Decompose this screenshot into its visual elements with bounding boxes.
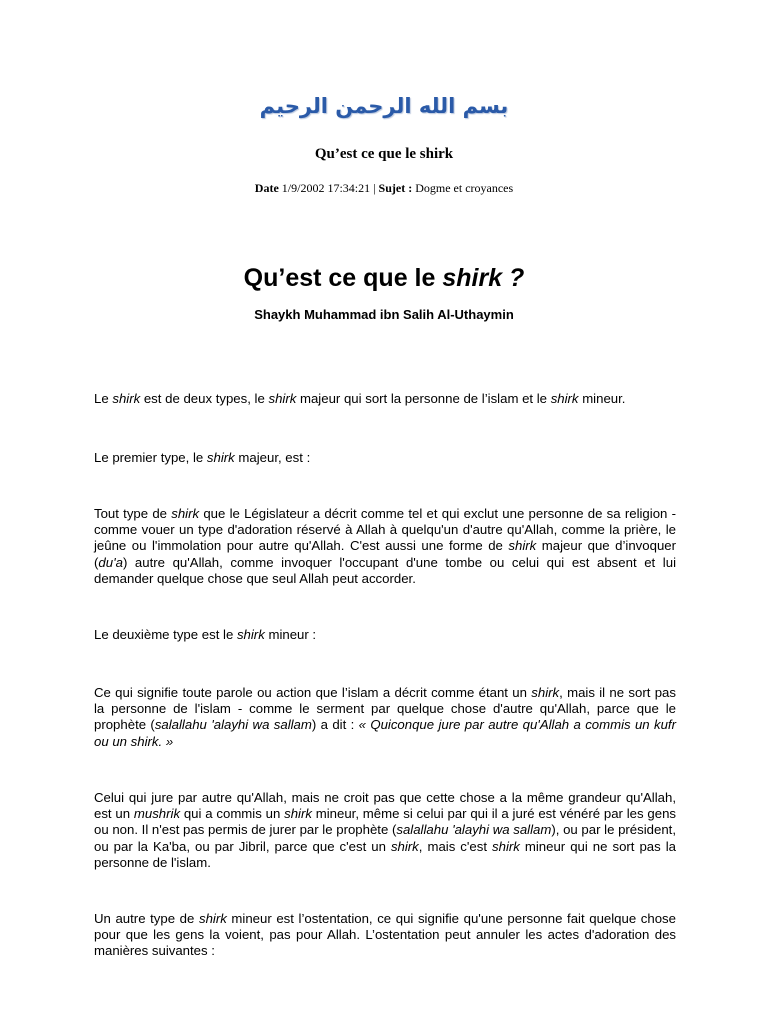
basmala-calligraphy: بسم الله الرحمن الرحيم xyxy=(259,94,509,118)
paragraph-6: Celui qui jure par autre qu'Allah, mais ne croit pas que cette chose a la même grandeur qu'Allah, est un mushrik qui a commis un shirk mineur, même si celui par qui il a juré est vénéré par les gens ou non. Il n'est pas permis de jurer par le prophète (salallahu 'alayhi wa sallam), ou par le président, ou par la Ka'ba, ou par Jibril, parce que c'est un shirk, mais c'est shirk mineur qui ne sort pas la personne de l'islam. xyxy=(94,790,677,870)
paragraph-2: Le premier type, le shirk majeur, est : xyxy=(94,450,311,465)
paragraph-1: Le shirk est de deux types, le shirk majeur qui sort la personne de l’islam et le shirk mineur. xyxy=(94,391,626,406)
date-label: Date xyxy=(254,181,279,195)
article-title-plain: Qu’est ce que le xyxy=(243,264,443,292)
meta-separator: | xyxy=(373,181,376,195)
article-author: Shaykh Muhammad ibn Salih Al-Uthaymin xyxy=(254,307,514,322)
article-title-italic: shirk ? xyxy=(442,264,525,292)
article-meta xyxy=(0,181,768,196)
subject-label: Sujet : xyxy=(378,181,413,195)
paragraph-7: Un autre type de shirk mineur est l’ostentation, ce qui signifie qu'une personne fait quelque chose pour que les gens la voient, pas pour Allah. L’ostentation peut annuler les actes d'adoration des manières suivantes : xyxy=(94,911,676,959)
paragraph-3: Tout type de shirk que le Législateur a décrit comme tel et qui exclut une personne de sa religion - comme vouer un type d'adoration réservé à Allah à quelqu'un d'autre qu'Allah, comme la prière, le jeûne ou l'immolation pour autre qu'Allah. C'est aussi une forme de shirk majeur que d’invoquer (du'a) autre qu'Allah, comme invoquer l'occupant d'une tombe ou celui qui est absent et lui demander quelque chose que seul Allah peut accorder. xyxy=(94,506,677,586)
article-title xyxy=(0,264,768,293)
subject-value: Dogme et croyances xyxy=(415,181,514,195)
page-title: Qu’est ce que le shirk xyxy=(314,146,454,162)
paragraph-4: Le deuxième type est le shirk mineur : xyxy=(94,627,317,642)
date-value: 1/9/2002 17:34:21 xyxy=(281,181,371,195)
paragraph-5: Ce qui signifie toute parole ou action que l’islam a décrit comme étant un shirk, mais il ne sort pas la personne de l'islam - comme le serment par quelque chose d'autre qu'Allah, parce que le prophète (salallahu 'alayhi wa sallam) a dit : « Quiconque jure par autre qu'Allah a commis un kufr ou un shirk. » xyxy=(94,685,676,749)
